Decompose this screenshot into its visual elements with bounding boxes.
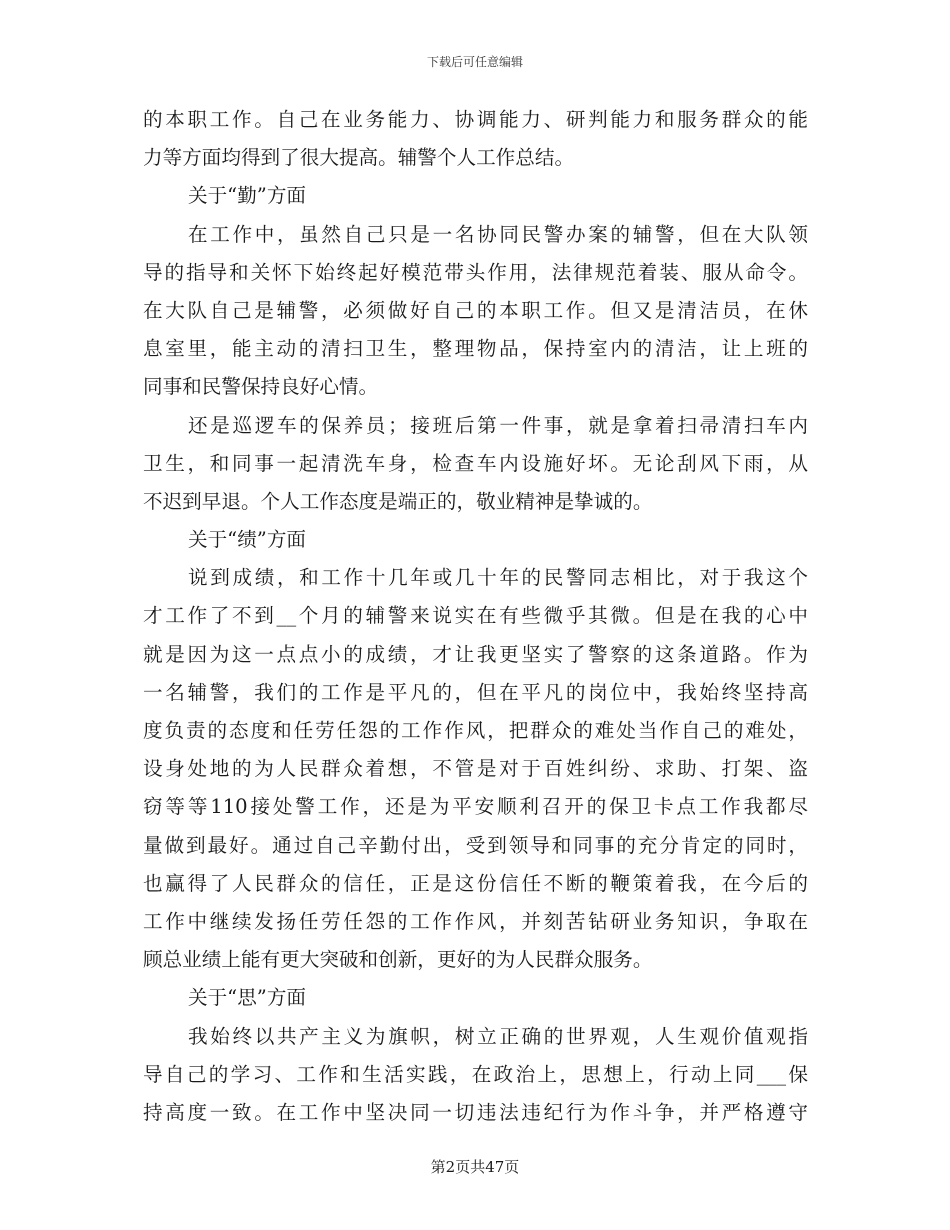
page-header: 下载后可任意编辑	[426, 55, 523, 69]
text-line: 还是巡逻车的保养员；接班后第一件事，就是拿着扫帚清扫车内	[188, 413, 808, 437]
text-line: 工作中继续发扬任劳任怨的工作作风，并刻苦钻研业务知识，争取在	[143, 909, 808, 933]
text-line: 不迟到早退。个人工作态度是端正的，敬业精神是挚诚的。	[143, 489, 653, 513]
text-line: 我始终以共产主义为旗帜，树立正确的世界观，人生观价值观指	[188, 1024, 808, 1048]
text-line: 就是因为这一点点小的成绩，才让我更坚实了警察的这条道路。作为	[143, 642, 808, 666]
text-line: 窃等等110接处警工作，还是为平安顺利召开的保卫卡点工作我都尽	[143, 795, 808, 819]
text-line: 设身处地的为人民群众着想，不管是对于百姓纠纷、求助、打架、盗	[143, 757, 808, 781]
text-line: 度负责的态度和任劳任怨的工作作风，把群众的难处当作自己的难处，	[143, 719, 808, 742]
section-heading: 关于“勤”方面	[188, 184, 307, 208]
text-line: 说到成绩，和工作十几年或几十年的民警同志相比，对于我这个	[188, 566, 808, 590]
page-footer: 第2页共47页	[430, 1158, 520, 1176]
text-line: 也赢得了人民群众的信任，正是这份信任不断的鞭策着我，在今后的	[143, 871, 808, 895]
section-heading: 关于“思”方面	[188, 986, 307, 1010]
text-line: 在大队自己是辅警，必须做好自己的本职工作。但又是清洁员，在休	[143, 298, 808, 322]
document-body	[143, 101, 808, 1132]
text-line: 息室里，能主动的清扫卫生，整理物品，保持室内的清洁，让上班的	[143, 337, 808, 361]
text-line: 同事和民警保持良好心情。	[143, 375, 379, 399]
text-line: 力等方面均得到了很大提高。辅警个人工作总结。	[143, 146, 575, 170]
section-heading: 关于“绩”方面	[188, 528, 307, 552]
text-line: 量做到最好。通过自己辛勤付出，受到领导和同事的充分肯定的同时，	[143, 833, 808, 857]
text-line: 的本职工作。自己在业务能力、协调能力、研判能力和服务群众的能	[143, 108, 808, 131]
text-line: 导自己的学习、工作和生活实践，在政治上，思想上，行动上同___保	[143, 1062, 808, 1086]
text-line: 顾总业绩上能有更大突破和创新，更好的为人民群众服务。	[143, 948, 653, 972]
text-line: 一名辅警，我们的工作是平凡的，但在平凡的岗位中，我始终坚持高	[143, 680, 808, 704]
text-line: 才工作了不到__个月的辅警来说实在有些微乎其微。但是在我的心中	[143, 604, 808, 628]
text-line: 卫生，和同事一起清洗车身，检查车内设施好坏。无论刮风下雨，从	[143, 451, 808, 475]
text-line: 持高度一致。在工作中坚决同一切违法违纪行为作斗争，并严格遵守	[143, 1100, 808, 1124]
text-line: 在工作中，虽然自己只是一名协同民警办案的辅警，但在大队领	[188, 222, 808, 246]
text-line: 导的指导和关怀下始终起好模范带头作用，法律规范着装、服从命令。	[143, 260, 808, 284]
